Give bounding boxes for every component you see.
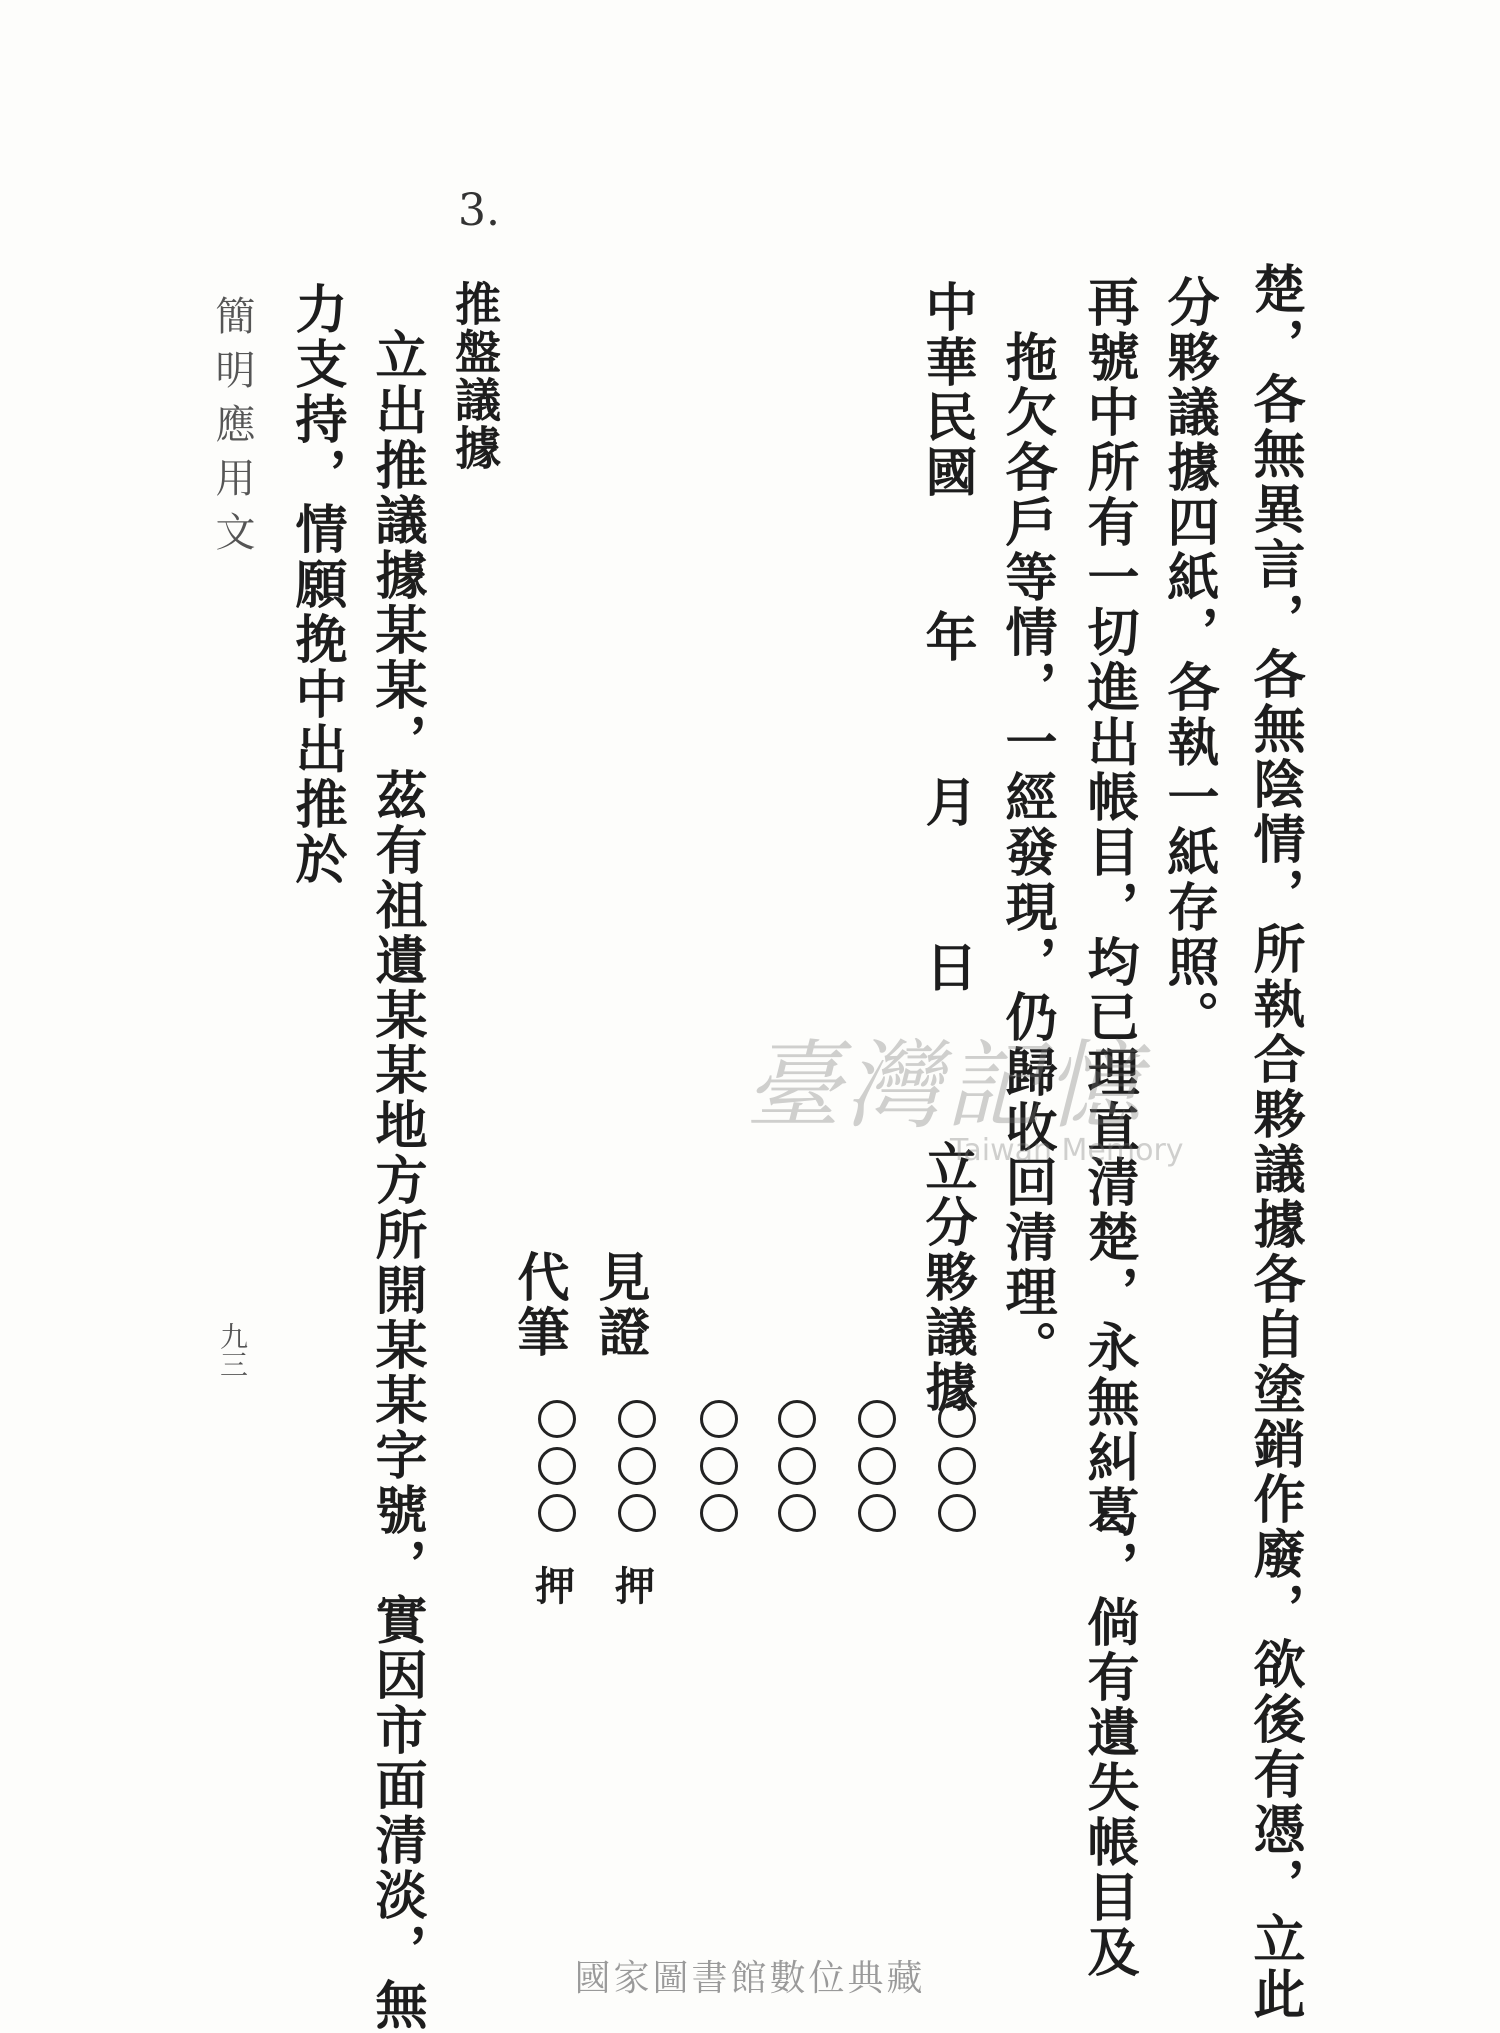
watermark-text: 臺灣記憶 bbox=[745, 1030, 1145, 1142]
signature-placeholder-circle bbox=[618, 1447, 656, 1485]
section-heading: 推盤議據 bbox=[448, 280, 502, 472]
signature-placeholder-circle bbox=[858, 1447, 896, 1485]
signature-placeholder-circle bbox=[778, 1400, 816, 1438]
watermark-caption: Taiwan Memory bbox=[950, 1133, 1184, 1168]
signature-placeholder-circle bbox=[538, 1447, 576, 1485]
signatory-label: 立分夥議據 bbox=[916, 1140, 977, 1415]
signature-placeholder-circle bbox=[938, 1400, 976, 1438]
watermark bbox=[745, 1010, 1184, 1168]
witness-label: 見證 bbox=[589, 1250, 650, 1360]
page-number: 九三 bbox=[216, 1322, 249, 1378]
signature-placeholder-circle bbox=[538, 1494, 576, 1532]
signature-placeholder-circle bbox=[858, 1400, 896, 1438]
date-line: 中華民國 年 月 日 bbox=[916, 280, 977, 995]
signature-placeholder-circle bbox=[700, 1494, 738, 1532]
text-column-3: 再號中所有一切進出帳目，均已理直清楚，永無糾葛，倘有遺失帳目及 bbox=[1078, 275, 1139, 1980]
book-title: 簡明應用文 bbox=[209, 295, 255, 565]
signature-placeholder-circle bbox=[618, 1400, 656, 1438]
text-column-2: 分夥議據四紙，各執一紙存照。 bbox=[1158, 275, 1219, 1045]
signature-placeholder-circle bbox=[538, 1400, 576, 1438]
text-column-1: 楚，各無異言，各無陰情，所執合夥議據各自塗銷作廢，欲後有憑，立此 bbox=[1244, 262, 1305, 2022]
signature-mark: 押 bbox=[615, 1563, 655, 1610]
signature-placeholder-circle bbox=[938, 1494, 976, 1532]
text-column-4: 拖欠各戶等情，一經發現，仍歸收回清理。 bbox=[996, 330, 1057, 1375]
signature-placeholder-circle bbox=[778, 1447, 816, 1485]
signature-mark: 押 bbox=[535, 1563, 575, 1610]
signature-placeholder-circle bbox=[618, 1494, 656, 1532]
text-column-11: 力支持，情願挽中出推於 bbox=[286, 282, 347, 887]
signature-placeholder-circle bbox=[700, 1400, 738, 1438]
signature-placeholder-circle bbox=[938, 1447, 976, 1485]
footer-text: 國家圖書館數位典藏 bbox=[574, 1958, 926, 1999]
section-number: 3. bbox=[458, 185, 500, 236]
scribe-label: 代筆 bbox=[508, 1250, 569, 1360]
signature-placeholder-circle bbox=[858, 1494, 896, 1532]
signature-placeholder-circle bbox=[700, 1447, 738, 1485]
signature-placeholder-circle bbox=[778, 1494, 816, 1532]
text-column-10: 立出推議據某某，茲有祖遺某某地方所開某某字號，實因市面清淡，無 bbox=[366, 328, 427, 2033]
